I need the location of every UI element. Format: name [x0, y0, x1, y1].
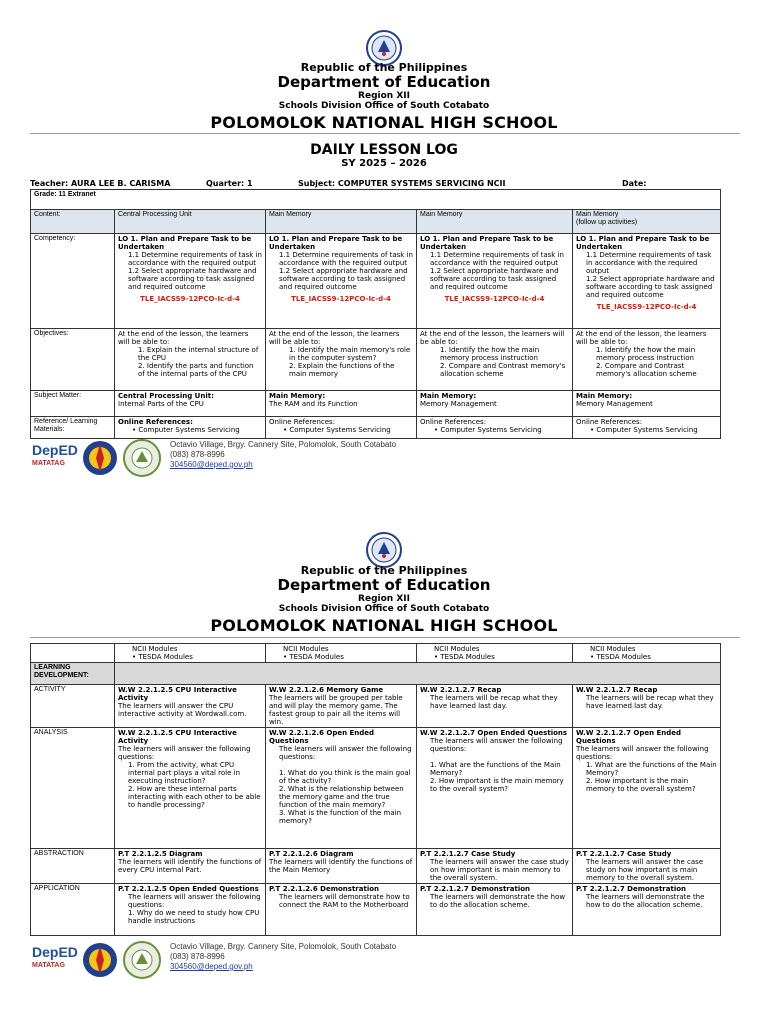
learning-development-band: [115, 663, 721, 685]
objectives-col4: At the end of the lesson, the learners will be able to: 1. Identify the how the main memory process instruction 2. Compare and Contrast memory's allocation scheme: [573, 329, 721, 391]
page-1: [0, 0, 768, 500]
reference-col2: Online References: • Computer Systems Servicing: [266, 417, 417, 439]
header-department: Department of Education: [277, 576, 491, 594]
bagong-pilipinas-logo-icon: [80, 438, 120, 478]
footer-1: [30, 438, 740, 480]
objectives-col2: At the end of the lesson, the learners will be able to: 1. Identify the main memory's role in the computer system? 2. Explain the functions of the main memory: [266, 329, 417, 391]
top-items-col1: NCII Modules • TESDA Modules: [115, 644, 266, 663]
competency-col3: LO 1. Plan and Prepare Task to be Undertaken 1.1 Determine requirements of task in accordance with the required output 1.2 Select appropriate hardware and software according to task assigned and required outcome TLE_IACSS9-12PCO-Ic-d-4: [417, 234, 573, 329]
footer-phone: (083) 878-8996: [170, 952, 225, 961]
reference-col1: Online References: • Computer Systems Servicing: [115, 417, 266, 439]
subject-matter-col4: Main Memory: Memory Management: [573, 391, 721, 417]
application-col2: P.T 2.2.1.2.6 Demonstration The learners will demonstrate how to connect the RAM to the Motherboard: [266, 884, 417, 936]
application-col4: P.T 2.2.1.2.7 Demonstration The learners will demonstrate the how to do the allocation scheme.: [573, 884, 721, 936]
activity-label: ACTIVITY: [31, 685, 115, 728]
footer-phone: (083) 878-8996: [170, 450, 225, 459]
header-school: POLOMOLOK NATIONAL HIGH SCHOOL: [210, 616, 558, 635]
bagong-pilipinas-logo-icon: [80, 940, 120, 980]
page-title: DAILY LESSON LOG: [310, 142, 458, 158]
school-year: SY 2025 – 2026: [341, 158, 427, 169]
footer-address: Octavio Village, Brgy. Cannery Site, Polomolok, South Cotabato: [170, 440, 397, 449]
abstraction-col3: P.T 2.2.1.2.7 Case Study The learners will answer the case study on how important is main memory to the overall system.: [417, 849, 573, 884]
footer-email-link[interactable]: 304560@deped.gov.ph: [170, 460, 253, 469]
subject-matter-col3: Main Memory: Memory Management: [417, 391, 573, 417]
teacher-name: Teacher: AURA LEE B. CARISMA: [30, 179, 171, 188]
objectives-label: Objectives:: [31, 329, 115, 391]
learning-development-label: LEARNING DEVELOPMENT:: [31, 663, 115, 685]
header-region: Region XII: [358, 594, 410, 604]
footer-2: [30, 940, 740, 982]
footer-contact: [170, 942, 396, 972]
lesson-log-table-1: [30, 189, 721, 439]
subject-matter-col1: Central Processing Unit: Internal Parts of the CPU: [115, 391, 266, 417]
header-rule: [30, 637, 740, 638]
school-seal-icon: [122, 940, 162, 980]
header-rule: [30, 133, 740, 134]
application-col3: P.T 2.2.1.2.7 Demonstration The learners will demonstrate the how to do the allocation scheme.: [417, 884, 573, 936]
footer-contact: [170, 440, 396, 470]
abstraction-col4: P.T 2.2.1.2.7 Case Study The learners will answer the case study on how important is main memory to the overall system.: [573, 849, 721, 884]
top-items-col2: NCII Modules • TESDA Modules: [266, 644, 417, 663]
objectives-col3: At the end of the lesson, the learners will be able to: 1. Identify the how the main memory process instruction 2. Compare and Contrast memory's allocation scheme: [417, 329, 573, 391]
deped-logo-icon: DepED MATATAG: [32, 944, 78, 969]
header-division: Schools Division Office of South Cotabato: [278, 101, 490, 111]
abstraction-col1: P.T 2.2.1.2.5 Diagram The learners will identify the functions of every CPU internal Part.: [115, 849, 266, 884]
reference-label: Reference/ Learning Materials:: [31, 417, 115, 439]
analysis-col1: W.W 2.2.1.2.5 CPU Interactive Activity The learners will answer the following questions: 1. From the activity, what CPU internal part plays a vital role in executing instruction? 2. How are these internal parts interacting with each other to be able to handle processing?: [115, 728, 266, 849]
content-col3: Main Memory: [417, 210, 573, 234]
quarter: Quarter: 1: [206, 179, 253, 188]
abstraction-col2: P.T 2.2.1.2.6 Diagram The learners will identify the functions of the Main Memory: [266, 849, 417, 884]
deped-seal-icon: [366, 532, 402, 568]
competency-col1: LO 1. Plan and Prepare Task to be Undertaken 1.1 Determine requirements of task in accordance with the required output 1.2 Select appropriate hardware and software according to task assigned and required outcome TLE_IACSS9-12PCO-Ic-d-4: [115, 234, 266, 329]
top-items-col4: NCII Modules • TESDA Modules: [573, 644, 721, 663]
header-division: Schools Division Office of South Cotabato: [278, 604, 490, 614]
abstraction-label: ABSTRACTION: [31, 849, 115, 884]
subject-matter-label: Subject Matter:: [31, 391, 115, 417]
grade-cell: Grade: 11 Extranet: [31, 190, 721, 210]
subject-matter-col2: Main Memory: The RAM and its Function: [266, 391, 417, 417]
date-label: Date:: [622, 179, 647, 188]
activity-col1: W.W 2.2.1.2.5 CPU Interactive Activity The learners will answer the CPU interactive activity at Wordwall.com.: [115, 685, 266, 728]
school-seal-icon: [122, 438, 162, 478]
content-col1: Central Processing Unit: [115, 210, 266, 234]
footer-email-link[interactable]: 304560@deped.gov.ph: [170, 962, 253, 971]
activity-col2: W.W 2.2.1.2.6 Memory Game The learners will be grouped per table and will play the memory game. The fastest group to pair all the items will win.: [266, 685, 417, 728]
competency-col4: LO 1. Plan and Prepare Task to be Undertaken 1.1 Determine requirements of task in accordance with the required output 1.2 Select appropriate hardware and software according to task assigned and required outcome TLE_IACSS9-12PCO-Ic-d-4: [573, 234, 721, 329]
competency-label: Competency:: [31, 234, 115, 329]
analysis-col2: W.W 2.2.1.2.6 Open Ended Questions The learners will answer the following questions: 1. What do you think is the main goal of the activity? 2. What is the relationship between the memory game and the true function of the main memory? 3. What is the function of the main memory?: [266, 728, 417, 849]
page-2: [0, 500, 768, 1024]
content-label: Content:: [31, 210, 115, 234]
header-department: Department of Education: [277, 73, 491, 91]
top-label-empty: [31, 644, 115, 663]
top-items-col3: NCII Modules • TESDA Modules: [417, 644, 573, 663]
header-republic: Republic of the Philippines: [300, 564, 468, 577]
reference-col3: Online References: • Computer Systems Servicing: [417, 417, 573, 439]
header-republic: Republic of the Philippines: [300, 61, 468, 74]
application-col1: P.T 2.2.1.2.5 Open Ended Questions The learners will answer the following questions: 1. Why do we need to study how CPU handle instructions: [115, 884, 266, 936]
header-region: Region XII: [358, 91, 410, 101]
content-col2: Main Memory: [266, 210, 417, 234]
competency-col2: LO 1. Plan and Prepare Task to be Undertaken 1.1 Determine requirements of task in accordance with the required output 1.2 Select appropriate hardware and software according to task assigned and required outcome TLE_IACSS9-12PCO-Ic-d-4: [266, 234, 417, 329]
activity-col4: W.W 2.2.1.2.7 Recap The learners will be recap what they have learned last day.: [573, 685, 721, 728]
header-school: POLOMOLOK NATIONAL HIGH SCHOOL: [210, 113, 558, 132]
analysis-col4: W.W 2.2.1.2.7 Open Ended Questions The learners will answer the following questions: 1. What are the functions of the Main Memory? 2. How important is the main memory to the overall system?: [573, 728, 721, 849]
lesson-log-table-2: [30, 643, 721, 936]
application-label: APPLICATION: [31, 884, 115, 936]
subject: Subject: COMPUTER SYSTEMS SERVICING NCII: [298, 179, 506, 188]
deped-logo-icon: DepED MATATAG: [32, 442, 78, 467]
activity-col3: W.W 2.2.1.2.7 Recap The learners will be recap what they have learned last day.: [417, 685, 573, 728]
analysis-label: ANALYSIS: [31, 728, 115, 849]
content-col4: Main Memory (follow up activities): [573, 210, 721, 234]
objectives-col1: At the end of the lesson, the learners will be able to: 1. Explain the internal structure of the CPU 2. Identify the parts and function of the internal parts of the CPU: [115, 329, 266, 391]
footer-address: Octavio Village, Brgy. Cannery Site, Polomolok, South Cotabato: [170, 942, 397, 951]
reference-col4: Online References: • Computer Systems Servicing: [573, 417, 721, 439]
analysis-col3: W.W 2.2.1.2.7 Open Ended Questions The learners will answer the following questions: 1. What are the functions of the Main Memory? 2. How important is the main memory to the overall system?: [417, 728, 573, 849]
